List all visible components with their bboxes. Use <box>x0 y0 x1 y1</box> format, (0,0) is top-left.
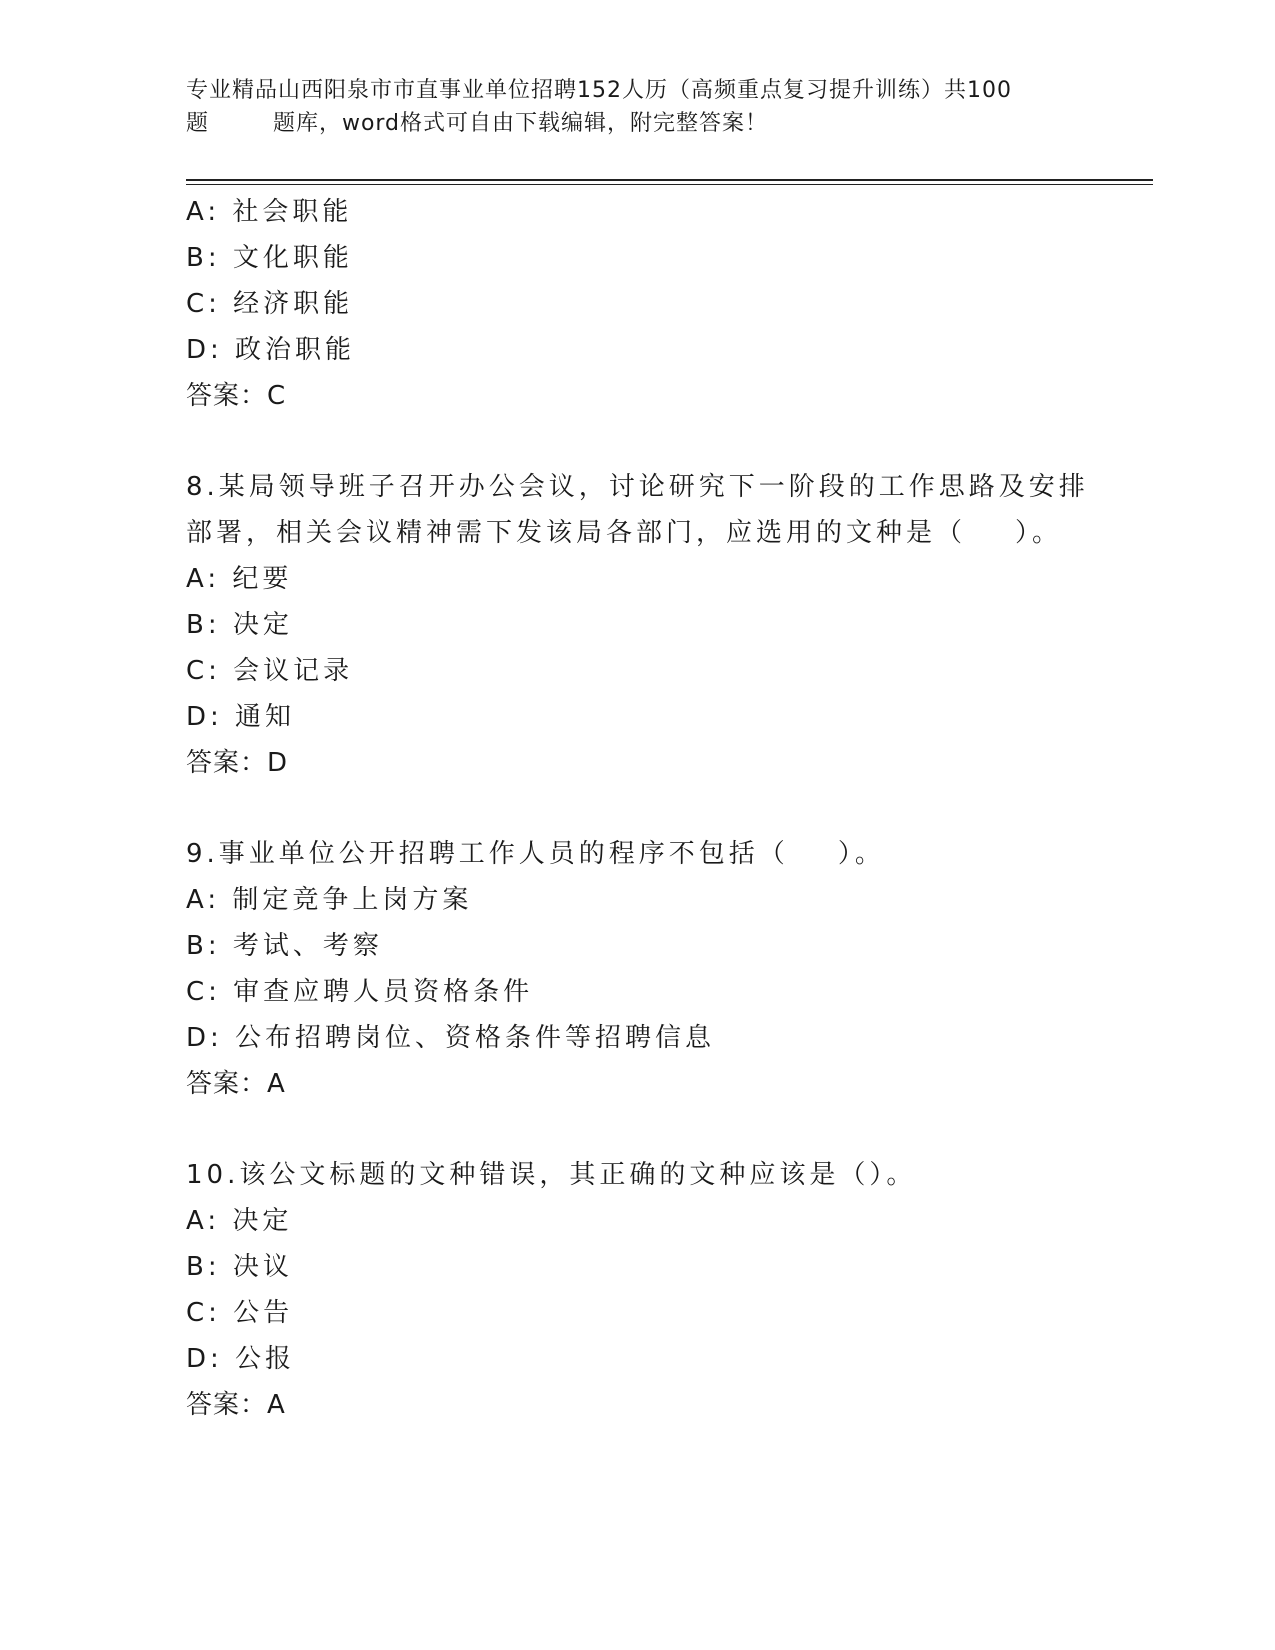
option-d: D: 政治职能 <box>186 335 356 365</box>
header-line-1: 专业精品山西阳泉市市直事业单位招聘152人历（高频重点复习提升训练）共100 <box>186 78 1012 103</box>
question-text-line-1: 9.事业单位公开招聘工作人员的程序不包括（ ）。 <box>186 839 885 869</box>
option-c: C: 经济职能 <box>186 289 354 319</box>
option-b: B: 决定 <box>186 610 293 640</box>
option-d: D: 通知 <box>186 702 296 732</box>
option-a: A: 社会职能 <box>186 197 353 227</box>
option-b: B: 考试、考察 <box>186 931 383 961</box>
answer-line: 答案：D <box>186 748 289 778</box>
option-a: A: 制定竞争上岗方案 <box>186 885 473 915</box>
question-text-line-1: 10.该公文标题的文种错误，其正确的文种应该是（）。 <box>186 1160 917 1190</box>
option-b: B: 文化职能 <box>186 243 353 273</box>
option-b: B: 决议 <box>186 1252 293 1282</box>
document-header <box>186 74 1086 140</box>
answer-line: 答案：A <box>186 1069 286 1099</box>
spacer <box>186 786 1146 831</box>
question-text-line-1: 8.某局领导班子召开办公会议，讨论研究下一阶段的工作思路及安排 <box>186 472 1089 502</box>
answer-line: 答案：A <box>186 1390 286 1420</box>
question-8 <box>186 464 1146 786</box>
spacer <box>186 1107 1146 1152</box>
option-a: A: 纪要 <box>186 564 293 594</box>
option-c: C: 审查应聘人员资格条件 <box>186 977 534 1007</box>
question-9 <box>186 831 1146 1107</box>
question-7 <box>186 189 1146 419</box>
header-divider-thick <box>186 179 1153 181</box>
header-divider-thin <box>186 184 1153 185</box>
option-d: D: 公报 <box>186 1344 296 1374</box>
header-line-2: 题 题库，word格式可自由下载编辑，附完整答案！ <box>186 111 769 136</box>
document-body <box>186 189 1146 1428</box>
spacer <box>186 419 1146 464</box>
answer-line: 答案：C <box>186 381 287 411</box>
question-10 <box>186 1152 1146 1428</box>
option-c: C: 会议记录 <box>186 656 354 686</box>
option-a: A: 决定 <box>186 1206 293 1236</box>
question-text-line-2: 部署，相关会议精神需下发该局各部门，应选用的文种是（ ）。 <box>186 518 1063 548</box>
option-d: D: 公布招聘岗位、资格条件等招聘信息 <box>186 1023 716 1053</box>
option-c: C: 公告 <box>186 1298 294 1328</box>
